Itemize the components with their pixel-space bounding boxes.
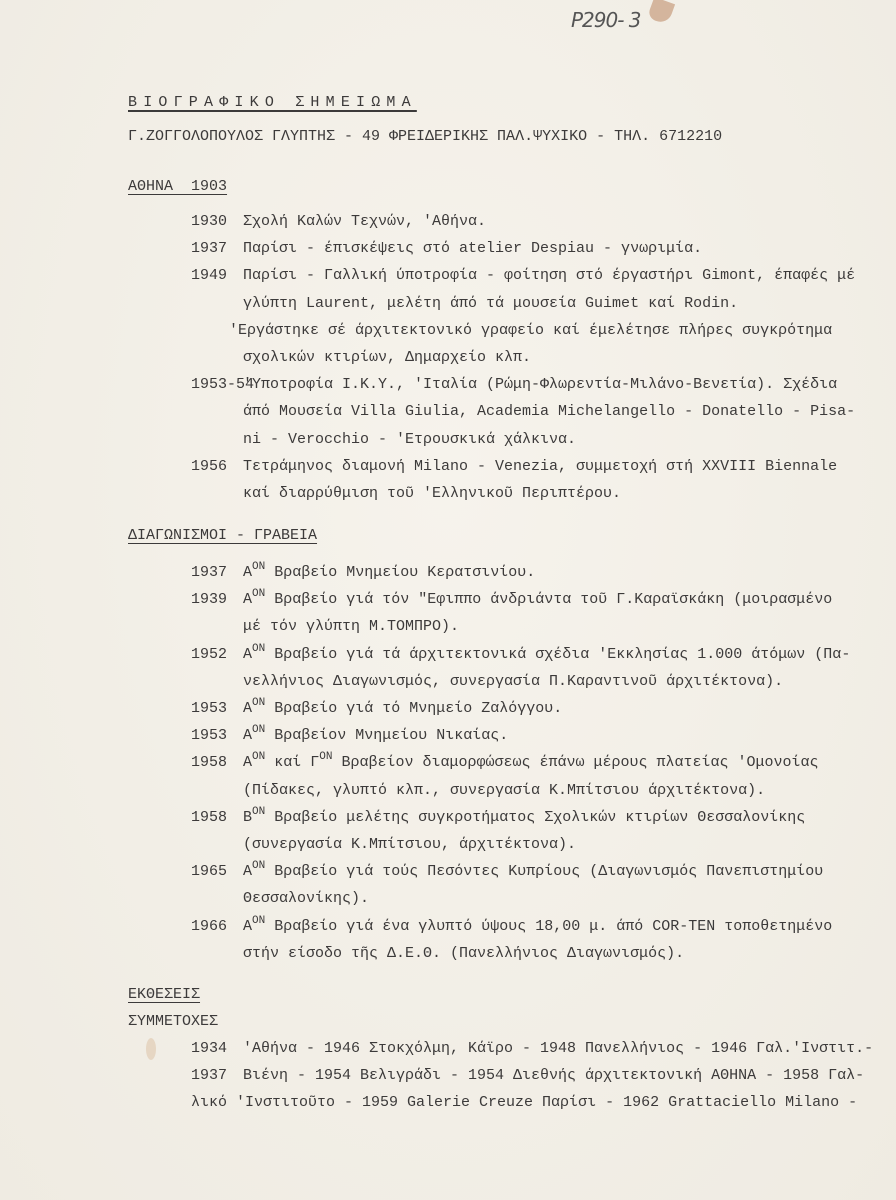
contact-header: Γ.ΖΟΓΓΟΛΟΠΟΥΛΟΣ ΓΛΥΠΤΗΣ - 49 ΦΡΕΙΔΕΡΙΚΗΣ ΠΑΛ.ΨΥΧΙΚΟ - ΤΗΛ. 6712210	[128, 128, 723, 145]
entry-text: άπό Μουσεία Villa Giulia, Academia Michelangello - Donatello - Pisa-	[243, 403, 856, 421]
entry-text	[243, 804, 841, 831]
entry-text: 'Εργάστηκε σέ άρχιτεκτονικό γραφείο καί έμελέτησε πλήρες συγκρότημα	[229, 321, 833, 339]
entry-text: Βιένη - 1954 Βελιγράδι - 1954 Διεθνής άρχιτεκτονική ΑΘΗΝΑ - 1958 Γαλ-	[243, 1067, 865, 1085]
participations-list	[191, 1035, 873, 1117]
competition-entry	[191, 641, 851, 695]
entry-year: 1953	[191, 700, 228, 718]
text-fragment: Βραβείο γιά τά άρχιτεκτονικά σχέδια 'Εκκλησίας 1.000 άτόμων (Πα-	[265, 645, 851, 663]
entry-text	[243, 695, 841, 722]
entry-text: γλύπτη Laurent, μελέτη άπό τά μουσεία Guimet καί Rodin.	[243, 294, 739, 312]
entry-text	[243, 641, 851, 668]
biography-entry	[191, 262, 856, 371]
entry-text: Τετράμηνος διαμονή Milano - Venezia, συμμετοχή στή XXVIII Biennale	[243, 457, 838, 475]
biography-entry	[191, 453, 841, 507]
prize-rank-superscript: ΟΝ	[252, 751, 266, 764]
biography-entry	[191, 208, 841, 235]
prize-rank-superscript: ΟΝ	[252, 860, 266, 873]
prize-rank-superscript: ΟΝ	[252, 588, 266, 601]
prize-rank-superscript: ΟΝ	[252, 914, 266, 927]
entry-text	[243, 722, 841, 749]
prize-rank-superscript: ΟΝ	[252, 724, 266, 737]
text-fragment: Βραβείον Μνημείου Νικαίας.	[265, 727, 509, 745]
biography-list	[191, 208, 856, 507]
entry-year: 1939	[191, 591, 228, 609]
text-fragment: (συνεργασία Κ.Μπίτσιου, άρχιτέκτονα).	[243, 836, 577, 854]
competition-entry	[191, 804, 841, 858]
entry-year: 1965	[191, 863, 228, 881]
text-fragment: Α	[243, 700, 253, 718]
birth-heading: ΑΘΗΝΑ 1903	[128, 178, 228, 195]
entry-year: 1937	[191, 1067, 228, 1085]
text-fragment: Βραβείο γιά τούς Πεσόντες Κυπρίους (Διαγωνισμός Πανεπιστημίου	[265, 863, 824, 881]
entry-year: 1937	[191, 564, 228, 581]
entry-year: 1937	[191, 240, 228, 258]
entry-year: 1952	[191, 645, 228, 663]
text-fragment: (Πίδακες, γλυπτό κλπ., συνεργασία Κ.Μπίτσιου άρχιτέκτονα).	[243, 781, 766, 799]
exhibitions-heading: ΕΚΘΕΣΕΙΣ	[128, 986, 201, 1003]
entry-text	[243, 613, 841, 640]
entry-year: 1956	[191, 457, 228, 475]
entry-text: Σχολή Καλών Τεχνών, 'Αθήνα.	[243, 213, 487, 230]
stain	[146, 1038, 156, 1060]
text-fragment: Βραβείο γιά τό Μνημείο Ζαλόγγου.	[265, 700, 563, 718]
text-fragment: Βραβείο γιά τόν "Εφιππο άνδριάντα τοῦ Γ.Καραϊσκάκη (μοιρασμένο	[265, 591, 833, 609]
competition-entry	[191, 858, 841, 912]
entry-year: 1949	[191, 267, 228, 285]
competition-entry	[191, 913, 841, 967]
entry-text: Παρίσι - Γαλλική ύποτροφία - φοίτηση στό έργαστήρι Gimont, έπαφές μέ	[243, 267, 856, 285]
participation-line	[191, 1062, 873, 1089]
competition-entry	[191, 695, 841, 722]
text-fragment: Α	[243, 591, 253, 609]
entry-year: 1953	[191, 727, 228, 745]
text-fragment: Α	[243, 727, 253, 745]
entry-text	[243, 559, 841, 586]
prize-rank-superscript: ΟΝ	[252, 642, 266, 655]
entry-year: 1966	[191, 917, 228, 935]
text-fragment: Βραβείο γιά ένα γλυπτό ύψους 18,00 μ. άπό COR-TEN τοποθετημένο	[265, 917, 833, 935]
entry-text	[243, 749, 841, 776]
entry-text	[243, 913, 841, 940]
text-fragment: Α	[243, 754, 253, 772]
entry-text	[243, 668, 841, 695]
participations-heading: ΣΥΜΜΕΤΟΧΕΣ	[128, 1013, 219, 1030]
text-fragment: Β	[243, 808, 253, 826]
entry-text: λικό 'Ινστιτοῦτο - 1959 Galerie Creuze Παρίσι - 1962 Grattaciello Milano -	[191, 1094, 858, 1112]
entry-text: καί διαρρύθμιση τοῦ 'Ελληνικοῦ Περιπτέρου.	[243, 485, 622, 503]
biography-entry	[191, 235, 841, 262]
biography-entry	[191, 371, 856, 453]
handwritten-page-number: P290- 3	[571, 8, 641, 32]
text-fragment: Α	[243, 917, 253, 935]
entry-year: 1953-54	[191, 376, 255, 394]
participation-line	[191, 1089, 873, 1116]
entry-year: 1958	[191, 754, 228, 772]
competition-entry	[191, 559, 841, 586]
text-fragment: μέ τόν γλύπτη Μ.ΤΟΜΠΡΟ).	[243, 618, 460, 636]
text-fragment: καί Γ	[265, 754, 320, 772]
entry-text: Παρίσι - έπισκέψεις στό atelier Despiau - γνωριμία.	[243, 240, 703, 258]
entry-text	[243, 858, 841, 885]
text-fragment: Βραβείο Μνημείου Κερατσινίου.	[265, 564, 536, 581]
entry-text	[243, 586, 841, 613]
competition-entry	[191, 749, 841, 803]
text-fragment: Βραβείον διαμορφώσεως έπάνω μέρους πλατείας 'Ομονοίας	[332, 754, 819, 772]
prize-rank-superscript: ΟΝ	[252, 697, 266, 710]
prize-rank-superscript: ΟΝ	[252, 561, 266, 573]
entry-text: 'Αθήνα - 1946 Στοκχόλμη, Κάϊρο - 1948 Πανελλήνιος - 1946 Γαλ.'Ινστιτ.-	[243, 1040, 874, 1057]
entry-text	[243, 831, 841, 858]
entry-text: σχολικών κτιρίων, Δημαρχείο κλπ.	[243, 349, 532, 367]
participation-line	[191, 1035, 873, 1062]
entry-text	[243, 940, 841, 967]
prize-rank-superscript: ΟΝ	[252, 805, 266, 818]
entry-year: 1934	[191, 1040, 228, 1057]
text-fragment: Α	[243, 564, 253, 581]
text-fragment: νελλήνιος Διαγωνισμός, συνεργασία Π.Καραντινοῦ άρχιτέκτονα).	[243, 672, 784, 690]
text-fragment: στήν είσοδο τῆς Δ.Ε.Θ. (Πανελλήνιος Διαγωνισμός).	[243, 944, 685, 962]
text-fragment: Βραβείο μελέτης συγκροτήματος Σχολικών κτιρίων Θεσσαλονίκης	[265, 808, 806, 826]
competitions-heading: ΔΙΑΓΩΝΙΣΜΟΙ - ΓΡΑΒΕΙΑ	[128, 527, 318, 544]
entry-text	[243, 777, 841, 804]
entry-year: 1930	[191, 213, 228, 230]
entry-text: ni - Verocchio - 'Ετρουσκικά χάλκινα.	[243, 430, 577, 448]
competition-entry	[191, 586, 841, 640]
text-fragment: Α	[243, 863, 253, 881]
text-fragment: Α	[243, 645, 253, 663]
entry-text	[243, 885, 841, 912]
text-fragment: Θεσσαλονίκης).	[243, 890, 370, 908]
prize-rank-superscript: ΟΝ	[319, 751, 333, 764]
entry-text: 'Υποτροφία Ι.Κ.Υ., 'Ιταλία (Ρώμη-Φλωρεντία-Μιλάνο-Βενετία). Σχέδια	[243, 376, 838, 394]
competitions-list	[191, 559, 851, 967]
competition-entry	[191, 722, 841, 749]
entry-year: 1958	[191, 808, 228, 826]
document-title: ΒΙΟΓΡΑΦΙΚΟ ΣΗΜΕΙΩΜΑ	[128, 94, 417, 111]
